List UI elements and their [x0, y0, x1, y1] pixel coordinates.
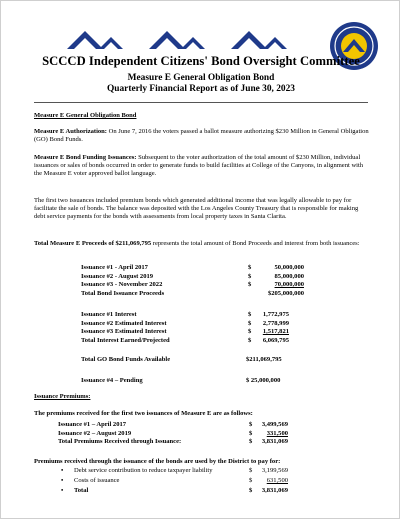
uses-intro-text: Premiums received through the issuance of the bonds are used by the District to pay for:: [34, 458, 281, 465]
authorization-text: On June 7, 2016 the voters passed a ballot measure authorizing $230 Million in General Obligation (GO) Bond Funds.: [34, 128, 369, 144]
issuance-table: [81, 264, 321, 298]
row-amount: 3,199,569: [261, 467, 288, 474]
section-heading-text: Measure E General Obligation Bond: [34, 112, 137, 119]
table-row: [81, 328, 321, 337]
row-amount: 70,000,000: [274, 281, 304, 289]
section-heading: [34, 112, 370, 120]
table-row: [81, 311, 321, 320]
mountain-logo-icon: [67, 31, 123, 49]
row-label: Total Premiums Received through Issuance:: [58, 438, 182, 446]
org-title: SCCCD Independent Citizens' Bond Oversight Committee: [42, 54, 360, 68]
row-currency: $: [249, 421, 253, 428]
row-currency: $: [248, 272, 252, 280]
table-row: [58, 438, 308, 447]
pending-row: [81, 377, 321, 385]
funding-text: Subsequent to the voter authorization of the total amount of $230 Million, individual issuances or sales of bonds occurred in order to generate funds to build facilities at College of the Canyons, in alignment with the Measure E voter approved ballot language.: [34, 154, 364, 178]
table-row: [81, 273, 321, 282]
row-label: Issuance #2 Estimated Interest: [81, 319, 167, 327]
row-label: Issuance #1 Interest: [81, 311, 137, 318]
authorization-label: Measure E Authorization:: [34, 128, 107, 135]
row-amount: 6,069,795: [262, 336, 289, 344]
row-amount: $205,000,000: [267, 289, 304, 297]
premiums-heading: [34, 393, 370, 401]
row-amount: 1,772,975: [262, 311, 289, 318]
row-amount: 2,778,999: [262, 319, 289, 327]
bullet-icon: •: [61, 487, 64, 494]
premiums-intro-text: The premiums received for the first two issuances of Measure E are as follows:: [34, 410, 253, 417]
row-label: Total Interest Earned/Projected: [81, 336, 170, 344]
go-total-row: [81, 356, 321, 364]
row-currency: $: [248, 328, 252, 336]
row-amount: 331,500: [266, 429, 288, 437]
premiums-table: [58, 421, 308, 447]
row-label: Issuance #3 - November 2022: [81, 281, 163, 289]
table-row: [81, 264, 321, 273]
row-currency: $: [249, 477, 253, 484]
row-currency: $: [248, 336, 252, 344]
row-amount: 3,831,069: [261, 487, 288, 494]
row-label: Issuance #1 – April 2017: [58, 421, 127, 428]
row-label: Issuance #2 - August 2019: [81, 272, 154, 280]
row-currency: $: [249, 429, 253, 437]
total-proceeds-text: represents the total amount of Bond Proceeds and interest from both issuances:: [151, 240, 360, 247]
row-amount: 3,831,069: [261, 438, 288, 446]
row-amount: 631,500: [266, 477, 288, 484]
table-row: [81, 281, 321, 290]
premium-paragraph: The first two issuances included premium bonds which generated additional income that was legally allowable to pay for facilitate the sale of bonds. The balance was deposited with the Los Angeles County Treasury that is responsible for making debt service payments for the bonds with assessments from local property taxes in Santa Clarita.: [34, 197, 359, 221]
table-row: [81, 290, 321, 299]
table-row: [58, 467, 308, 477]
row-currency: $: [248, 264, 252, 271]
bullet-icon: •: [61, 477, 64, 484]
row-amount: 85,000,000: [274, 272, 304, 280]
row-amount: 50,000,000: [274, 264, 304, 271]
uses-table: [58, 467, 308, 497]
mountain-logo-icon: [149, 31, 205, 49]
report-date-title: Quarterly Financial Report as of June 30, 2023: [106, 84, 295, 94]
table-row: [58, 477, 308, 487]
table-row: [58, 421, 308, 430]
table-row: [81, 337, 321, 346]
pending-amount: $ 25,000,000: [246, 377, 281, 384]
row-currency: $: [249, 487, 253, 494]
row-label: Costs of issuance: [74, 477, 120, 484]
header-divider: [34, 102, 368, 103]
uses-intro: [34, 458, 370, 466]
row-amount: 3,499,569: [261, 421, 288, 428]
row-label: Debt service contribution to reduce taxpayer liability: [74, 467, 213, 474]
total-proceeds-paragraph: [34, 240, 370, 248]
funding-label: Measure E Bond Funding Issuances:: [34, 154, 137, 161]
table-row: [81, 320, 321, 329]
row-currency: $: [249, 467, 253, 474]
row-label: Issuance #1 - April 2017: [81, 264, 148, 271]
row-label: Total Bond Issuance Proceeds: [81, 289, 165, 297]
row-amount: 1,517,821: [262, 328, 289, 336]
row-currency: $: [248, 311, 252, 318]
pending-label: Issuance #4 – Pending: [81, 377, 143, 384]
row-label: Total: [74, 487, 89, 494]
bullet-icon: •: [61, 467, 64, 474]
row-currency: $: [248, 319, 252, 327]
row-label: Issuance #3 Estimated Interest: [81, 328, 167, 336]
funding-paragraph: [34, 154, 370, 178]
premiums-heading-text: Issuance Premiums:: [34, 393, 91, 400]
total-proceeds-label: Total Measure E Proceeds of $211,069,795: [34, 240, 152, 247]
row-currency: $: [249, 438, 253, 446]
mountain-logo-icon: [231, 31, 287, 49]
premiums-intro: [34, 410, 370, 418]
go-total-label: Total GO Bond Funds Available: [81, 356, 171, 363]
row-label: Issuance #2 – August 2019: [58, 429, 132, 437]
go-total-amount: $211,069,795: [246, 356, 282, 363]
table-row: [58, 487, 308, 497]
interest-table: [81, 311, 321, 345]
table-row: [58, 430, 308, 439]
mountain-logo-icons: [63, 29, 313, 51]
report-subtitle: Measure E General Obligation Bond: [127, 73, 275, 83]
authorization-paragraph: [34, 128, 370, 144]
row-currency: $: [248, 281, 252, 289]
